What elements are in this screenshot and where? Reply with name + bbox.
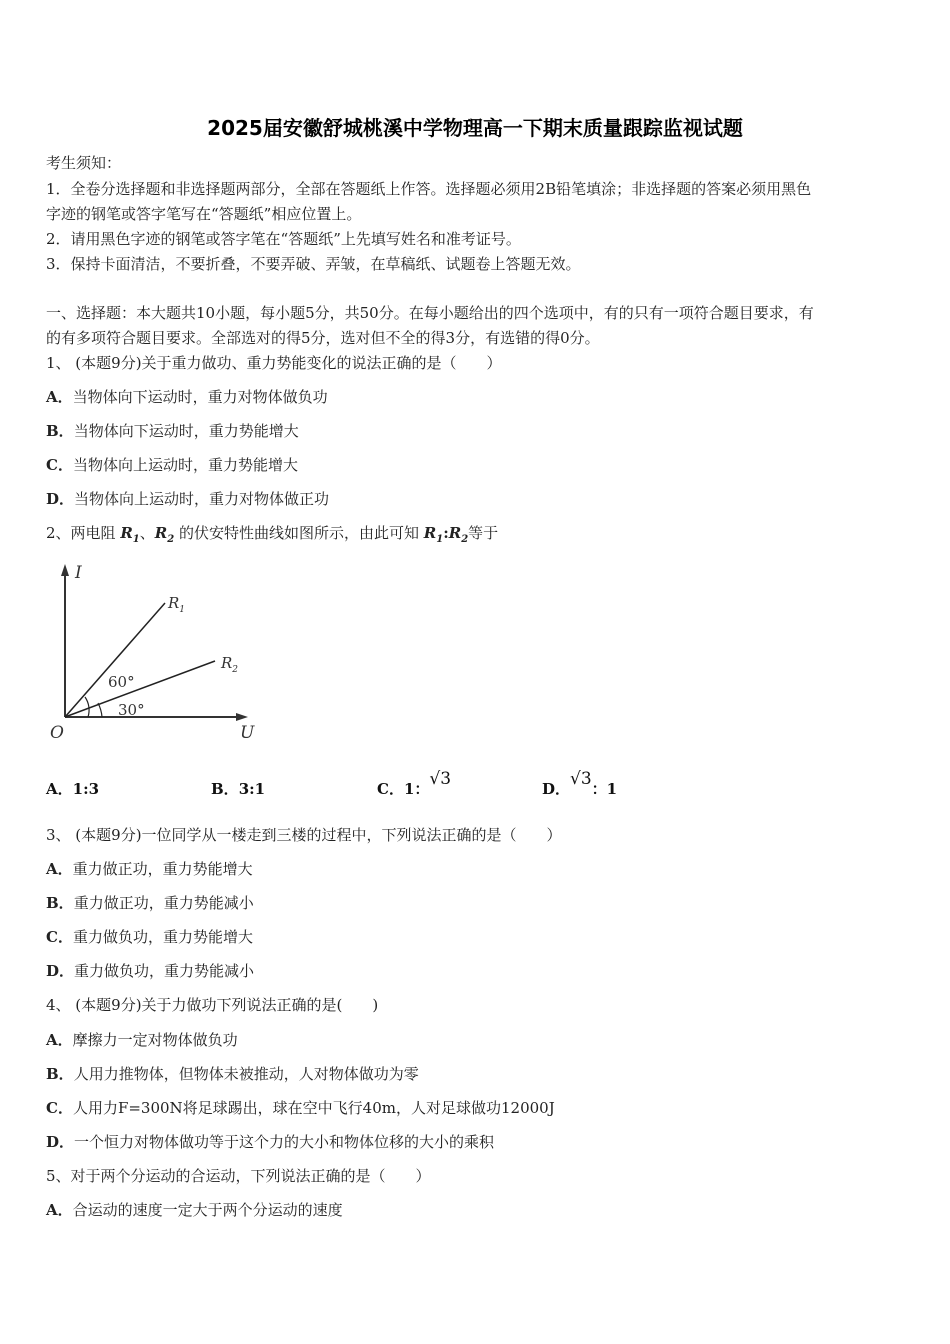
question-2-option-b: B．3:1 bbox=[211, 780, 266, 798]
question-4-option-c: C．人用力F=300N将足球踢出，球在空中飞行40m，人对足球做功12000J bbox=[46, 1099, 555, 1117]
section-instructions: 一、选择题：本大题共10小题，每小题5分，共50分。在每小题给出的四个选项中，有的只有一项符合题目要求，有 bbox=[46, 304, 814, 322]
question-5-stem: 5、对于两个分运动的合运动，下列说法正确的是（ ） bbox=[46, 1167, 431, 1185]
section-instructions: 的有多项符合题目要求。全部选对的得5分，选对但不全的得3分，有选错的得0分。 bbox=[46, 329, 600, 347]
question-3-option-c: C．重力做负功，重力势能增大 bbox=[46, 928, 253, 946]
question-1-stem: 1、 (本题9分)关于重力做功、重力势能变化的说法正确的是（ ） bbox=[46, 354, 502, 372]
question-2-options bbox=[46, 769, 686, 800]
question-2-option-d: D．√3：1 bbox=[542, 769, 618, 798]
question-3-option-a: A．重力做正功，重力势能增大 bbox=[46, 860, 253, 878]
question-2-option-c: C．1：√3 bbox=[377, 769, 452, 798]
sqrt3-symbol: √3 bbox=[570, 769, 592, 789]
question-1-option-a: A．当物体向下运动时，重力对物体做负功 bbox=[46, 388, 328, 406]
notice-item: 1．全卷分选择题和非选择题两部分，全部在答题纸上作答。选择题必须用2B铅笔填涂；非选择题的答案必须用黑色 bbox=[46, 180, 812, 198]
origin-label: O bbox=[50, 723, 64, 743]
question-3-option-d: D．重力做负功，重力势能减小 bbox=[46, 962, 255, 980]
exam-title: 2025届安徽舒城桃溪中学物理高一下期末质量跟踪监视试题 bbox=[207, 116, 743, 140]
question-4-stem: 4、 (本题9分)关于力做功下列说法正确的是( ) bbox=[46, 996, 379, 1014]
notice-item: 字迹的钢笔或答字笔写在“答题纸”相应位置上。 bbox=[46, 205, 362, 223]
iv-characteristic-diagram bbox=[40, 560, 270, 745]
notice-item: 2．请用黑色字迹的钢笔或答字笔在“答题纸”上先填写姓名和准考证号。 bbox=[46, 230, 521, 248]
question-3-stem: 3、 (本题9分)一位同学从一楼走到三楼的过程中，下列说法正确的是（ ） bbox=[46, 826, 562, 844]
question-3-option-b: B．重力做正功，重力势能减小 bbox=[46, 894, 254, 912]
question-1-option-c: C．当物体向上运动时，重力势能增大 bbox=[46, 456, 298, 474]
notice-heading: 考生须知： bbox=[46, 154, 122, 172]
question-4-option-a: A．摩擦力一定对物体做负功 bbox=[46, 1031, 238, 1049]
angle-label-60: 60° bbox=[108, 673, 135, 691]
sqrt3-symbol: √3 bbox=[429, 769, 452, 789]
line-label-r2: $R_2$ bbox=[221, 654, 239, 675]
question-4-option-d: D．一个恒力对物体做功等于这个力的大小和物体位移的大小的乘积 bbox=[46, 1133, 495, 1151]
notice-item: 3．保持卡面清洁，不要折叠，不要弄破、弄皱，在草稿纸、试题卷上答题无效。 bbox=[46, 255, 581, 273]
axis-label-i: I bbox=[75, 563, 82, 583]
question-2-stem: 2、两电阻 $R_1$、$R_2$ 的伏安特性曲线如图所示，由此可知 $R_1:R_2$等于 bbox=[46, 524, 499, 545]
axis-label-u: U bbox=[240, 723, 255, 743]
question-4-option-b: B．人用力推物体，但物体未被推动，人对物体做功为零 bbox=[46, 1065, 419, 1083]
question-1-option-d: D．当物体向上运动时，重力对物体做正功 bbox=[46, 490, 330, 508]
question-2-option-a: A．1:3 bbox=[46, 780, 100, 798]
question-1-option-b: B．当物体向下运动时，重力势能增大 bbox=[46, 422, 299, 440]
angle-label-30: 30° bbox=[118, 701, 145, 719]
question-5-option-a: A．合运动的速度一定大于两个分运动的速度 bbox=[46, 1201, 343, 1219]
line-label-r1: $R_1$ bbox=[168, 594, 186, 615]
